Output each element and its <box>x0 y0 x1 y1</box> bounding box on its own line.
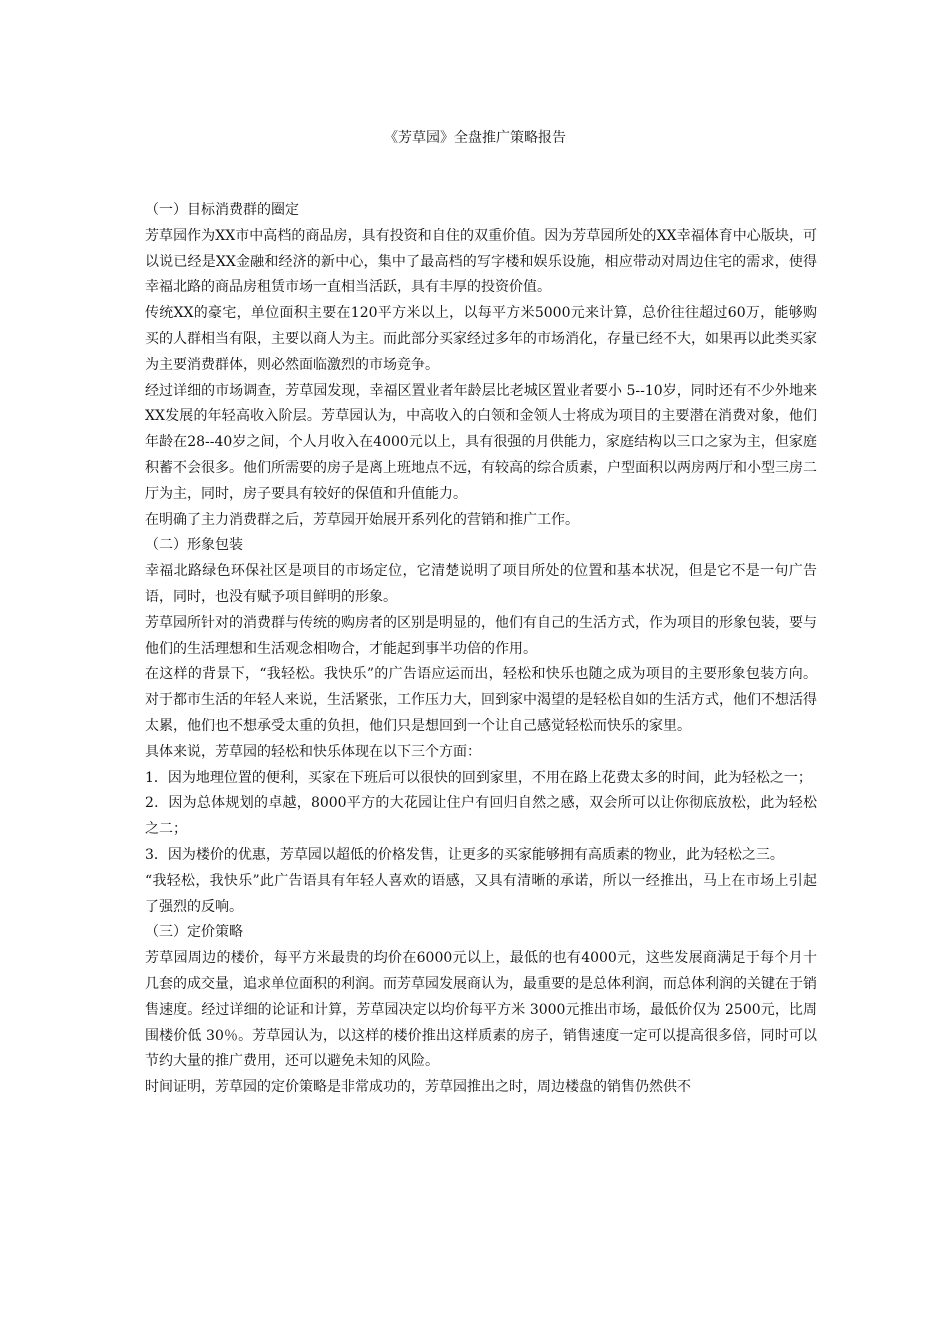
list-item: 1．因为地理位置的便利，买家在下班后可以很快的回到家里，不用在路上花费太多的时间，此为轻松之一； <box>145 769 812 786</box>
paragraph: 芳草园周边的楼价，每平方米最贵的均价在6000元以上，最低的也有4000元，这些发展商满足于每个月十几套的成交量，追求单位面积的利润。而芳草园发展商认为，最重要的是总体利润，而总体利润的关键在于销售速度。经过详细的论证和计算，芳草园决定以均价每平方米 3000元推出市场，最低价仅为 2500元，比周围楼价低 30％。芳草园认为，以这样的楼价推出这样质素的房子，销售速度一定可以提高很多倍，同时可以节约大量的推广费用，还可以避免未知的风险。 <box>145 950 817 1070</box>
paragraph: 在这样的背景下，“我轻松。我快乐”的广告语应运而出，轻松和快乐也随之成为项目的主要形象包装方向。对于都市生活的年轻人来说，生活紧张，工作压力大，回到家中渴望的是轻松自如的生活方式，他们不想活得太累，他们也不想承受太重的负担，他们只是想回到一个让自己感觉轻松而快乐的家里。 <box>145 666 817 734</box>
list-item: 2．因为总体规划的卓越，8000平方的大花园让住户有回归自然之感，双会所可以让你彻底放松，此为轻松之二； <box>145 795 817 838</box>
section-heading-image-packaging: （二）形象包装 <box>145 537 243 554</box>
section-heading-target-consumers: （一）目标消费群的圈定 <box>145 202 299 218</box>
paragraph: 传统XX的豪宅，单位面积主要在120平方米以上，以每平方米5000元来计算，总价往往超过60万，能够购买的人群相当有限，主要以商人为主。而此部分买家经过多年的市场消化，存量已经不大，如果再以此类买家为主要消费群体，则必然面临激烈的市场竞争。 <box>145 305 817 373</box>
paragraph: 时间证明，芳草园的定价策略是非常成功的，芳草园推出之时，周边楼盘的销售仍然供不 <box>145 1079 691 1096</box>
document-title: 《芳草园》全盘推广策略报告 <box>384 130 566 146</box>
paragraph: 芳草园所针对的消费群与传统的购房者的区别是明显的，他们有自己的生活方式，作为项目的形象包装，要与他们的生活理想和生活观念相吻合，才能起到事半功倍的作用。 <box>145 614 817 657</box>
paragraph: 芳草园作为XX市中高档的商品房，具有投资和自住的双重价值。因为芳草园所处的XX幸福体育中心版块，可以说已经是XX金融和经济的新中心，集中了最高档的写字楼和娱乐设施，相应带动对周边住宅的需求，使得幸福北路的商品房租赁市场一直相当活跃，具有丰厚的投资价值。 <box>145 227 817 296</box>
paragraph: 在明确了主力消费群之后，芳草园开始展开系列化的营销和推广工作。 <box>145 511 579 528</box>
section-heading-pricing-strategy: （三）定价策略 <box>145 924 243 941</box>
paragraph: “我轻松，我快乐”此广告语具有年轻人喜欢的语感，又具有清晰的承诺，所以一经推出，马上在市场上引起了强烈的反响。 <box>145 872 817 915</box>
paragraph: 经过详细的市场调查，芳草园发现，幸福区置业者年龄层比老城区置业者要小 5--10岁，同时还有不少外地来XX发展的年轻高收入阶层。芳草园认为，中高收入的白领和金领人士将成为项目的主要潜在消费对象，他们年龄在28--40岁之间，个人月收入在4000元以上，具有很强的月供能力，家庭结构以三口之家为主，但家庭积蓄不会很多。他们所需要的房子是离上班地点不远，有较高的综合质素，户型面积以两房两厅和小型三房二厅为主，同时，房子要具有较好的保值和升值能力。 <box>145 382 817 502</box>
paragraph: 幸福北路绿色环保社区是项目的市场定位，它清楚说明了项目所处的位置和基本状况，但是它不是一句广告语，同时，也没有赋予项目鲜明的形象。 <box>145 563 817 605</box>
paragraph: 具体来说，芳草园的轻松和快乐体现在以下三个方面： <box>145 743 481 760</box>
document-body <box>145 198 817 1101</box>
list-item: 3．因为楼价的优惠，芳草园以超低的价格发售，让更多的买家能够拥有高质素的物业，此为轻松之三。 <box>145 846 784 863</box>
